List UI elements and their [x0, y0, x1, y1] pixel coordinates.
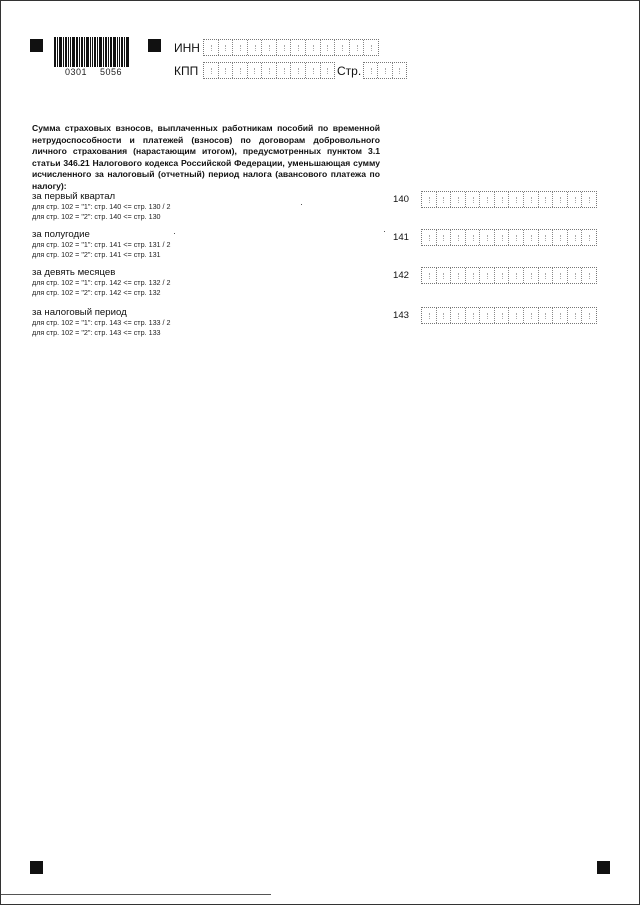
barcode	[54, 37, 134, 67]
registration-marker-top-left	[30, 39, 43, 52]
barcode-number-right: 5056	[100, 67, 123, 77]
scan-speck	[301, 204, 302, 205]
row-title: за налоговый период	[32, 307, 127, 318]
row-condition-2: для стр. 102 = "2": стр. 140 <= стр. 130	[32, 211, 161, 221]
row-code-142: 142	[393, 270, 410, 281]
kpp-label: КПП	[174, 64, 199, 78]
row-condition-1: для стр. 102 = "1": стр. 140 <= стр. 130 / 2	[32, 202, 171, 211]
amount-field-143[interactable]	[421, 307, 597, 324]
section-heading: Сумма страховых взносов, выплаченных работникам пособий по временной нетрудоспособности и платежей (взносов) по договорам добровольного личного страхования (нарастающим итогом), предусмотренных пунктом 3.1 статьи 346.21 Налогового кодекса Российской Федерации, уменьшающая сумму исчисленного за налоговый (отчетный) период налога (авансового платежа по налогу):	[32, 123, 380, 191]
row-142	[32, 267, 372, 297]
row-code-141: 141	[393, 232, 410, 243]
scan-speck	[174, 233, 175, 234]
row-title: за девять месяцев	[32, 267, 116, 278]
page-number-field[interactable]	[363, 62, 407, 79]
amount-field-142[interactable]	[421, 267, 597, 284]
row-title: за первый квартал	[32, 191, 116, 202]
amount-field-140[interactable]	[421, 191, 597, 208]
row-code-140: 140	[393, 194, 410, 205]
row-140	[32, 191, 372, 221]
row-title: за полугодие	[32, 229, 90, 240]
barcode-number-left: 0301	[65, 67, 88, 77]
row-condition-2: для стр. 102 = "2": стр. 143 <= стр. 133	[32, 327, 161, 337]
row-condition-2: для стр. 102 = "2": стр. 141 <= стр. 131	[32, 249, 161, 259]
row-condition-1: для стр. 102 = "1": стр. 142 <= стр. 132 / 2	[32, 278, 171, 287]
row-code-143: 143	[393, 310, 410, 321]
scan-speck	[384, 231, 385, 232]
kpp-field[interactable]	[203, 62, 335, 79]
amount-field-141[interactable]	[421, 229, 597, 246]
inn-label: ИНН	[174, 41, 200, 55]
registration-marker-bottom-right	[597, 861, 610, 874]
registration-marker-top-middle	[148, 39, 161, 52]
row-141	[32, 229, 372, 259]
row-condition-1: для стр. 102 = "1": стр. 143 <= стр. 133 / 2	[32, 318, 171, 327]
row-condition-2: для стр. 102 = "2": стр. 142 <= стр. 132	[32, 287, 161, 297]
registration-marker-bottom-left	[30, 861, 43, 874]
row-condition-1: для стр. 102 = "1": стр. 141 <= стр. 131 / 2	[32, 240, 171, 249]
bottom-scan-line	[1, 894, 271, 895]
page-label: Стр.	[337, 64, 362, 78]
row-143	[32, 307, 372, 337]
inn-field[interactable]	[203, 39, 379, 56]
